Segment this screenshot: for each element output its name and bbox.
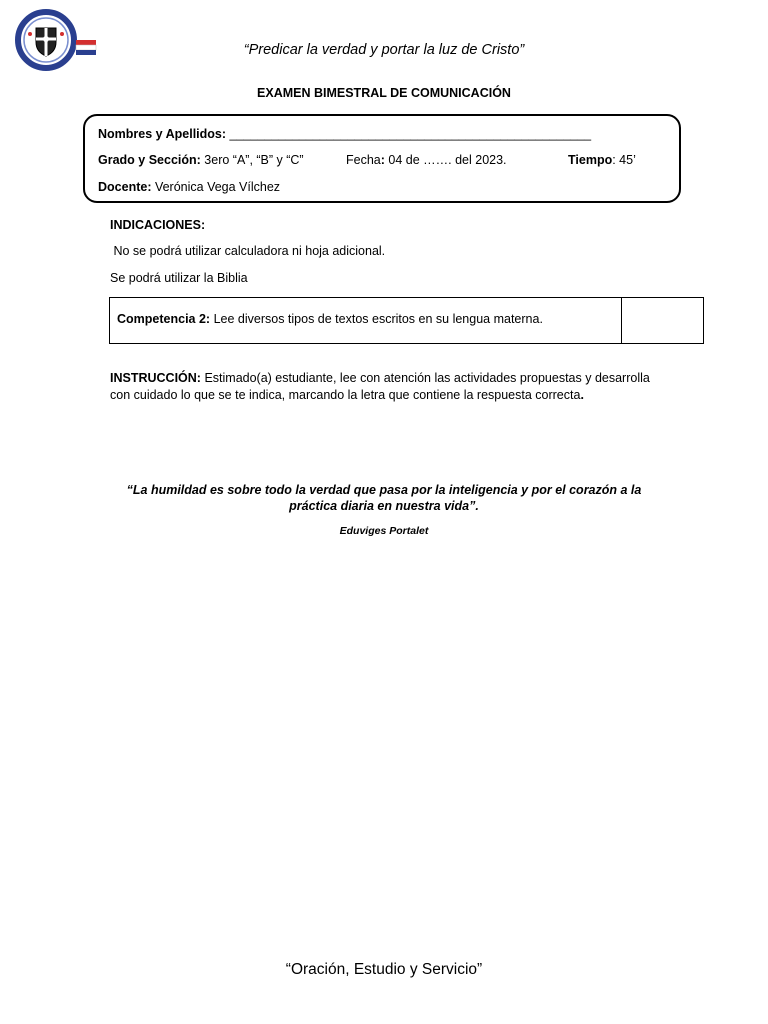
grade-line: [98, 153, 304, 167]
score-cell[interactable]: [623, 299, 702, 342]
quote-author: Eduviges Portalet: [339, 525, 429, 537]
instruction-paragraph: [110, 370, 670, 403]
date-value: 04 de ……. del 2023.: [384, 153, 507, 167]
instruction-period: .: [580, 387, 584, 402]
footer-motto: “Oración, Estudio y Servicio”: [285, 961, 483, 978]
quote-text: “La humildad es sobre todo la verdad que pasa por la inteligencia y por el corazón a la práctica diaria en nuestra vida”.: [126, 483, 642, 513]
name-label: Nombres y Apellidos:: [98, 127, 227, 141]
competency-cell: [117, 312, 543, 326]
header-motto: “Predicar la verdad y portar la luz de Cristo”: [243, 42, 525, 58]
instruction-text: Estimado(a) estudiante, lee con atención las actividades propuestas y desarrolla con cuidado lo que se te indica, marcando la letra que contiene la respuesta correcta: [110, 371, 650, 402]
date-label: Fecha: [346, 153, 381, 167]
teacher-value: Verónica Vega Vílchez: [151, 180, 281, 194]
exam-title: EXAMEN BIMESTRAL DE COMUNICACIÓN: [257, 86, 511, 100]
school-logo: [14, 8, 102, 72]
indications-title: INDICACIONES:: [110, 218, 206, 232]
time-value: : 45’: [612, 153, 636, 167]
school-crest-icon: [14, 8, 102, 72]
grade-label: Grado y Sección:: [98, 153, 201, 167]
teacher-label: Docente:: [98, 180, 152, 194]
time-line: [568, 153, 636, 167]
name-field[interactable]: ____________________________________________________: [226, 127, 592, 141]
teacher-line: [98, 180, 280, 194]
indication-item: Se podrá utilizar la Biblia: [110, 271, 248, 285]
grade-value: 3ero “A”, “B” y “C”: [200, 153, 304, 167]
competency-divider: [621, 297, 622, 344]
time-label: Tiempo: [568, 153, 613, 167]
indication-item: No se podrá utilizar calculadora ni hoja adicional.: [110, 244, 386, 258]
competency-label: Competencia 2:: [117, 312, 211, 326]
date-line: [346, 153, 507, 167]
instruction-label: INSTRUCCIÓN:: [110, 371, 201, 385]
name-line: [98, 127, 591, 141]
competency-text: Lee diversos tipos de textos escritos en su lengua materna.: [210, 312, 543, 326]
date-colon: :: [380, 153, 385, 167]
